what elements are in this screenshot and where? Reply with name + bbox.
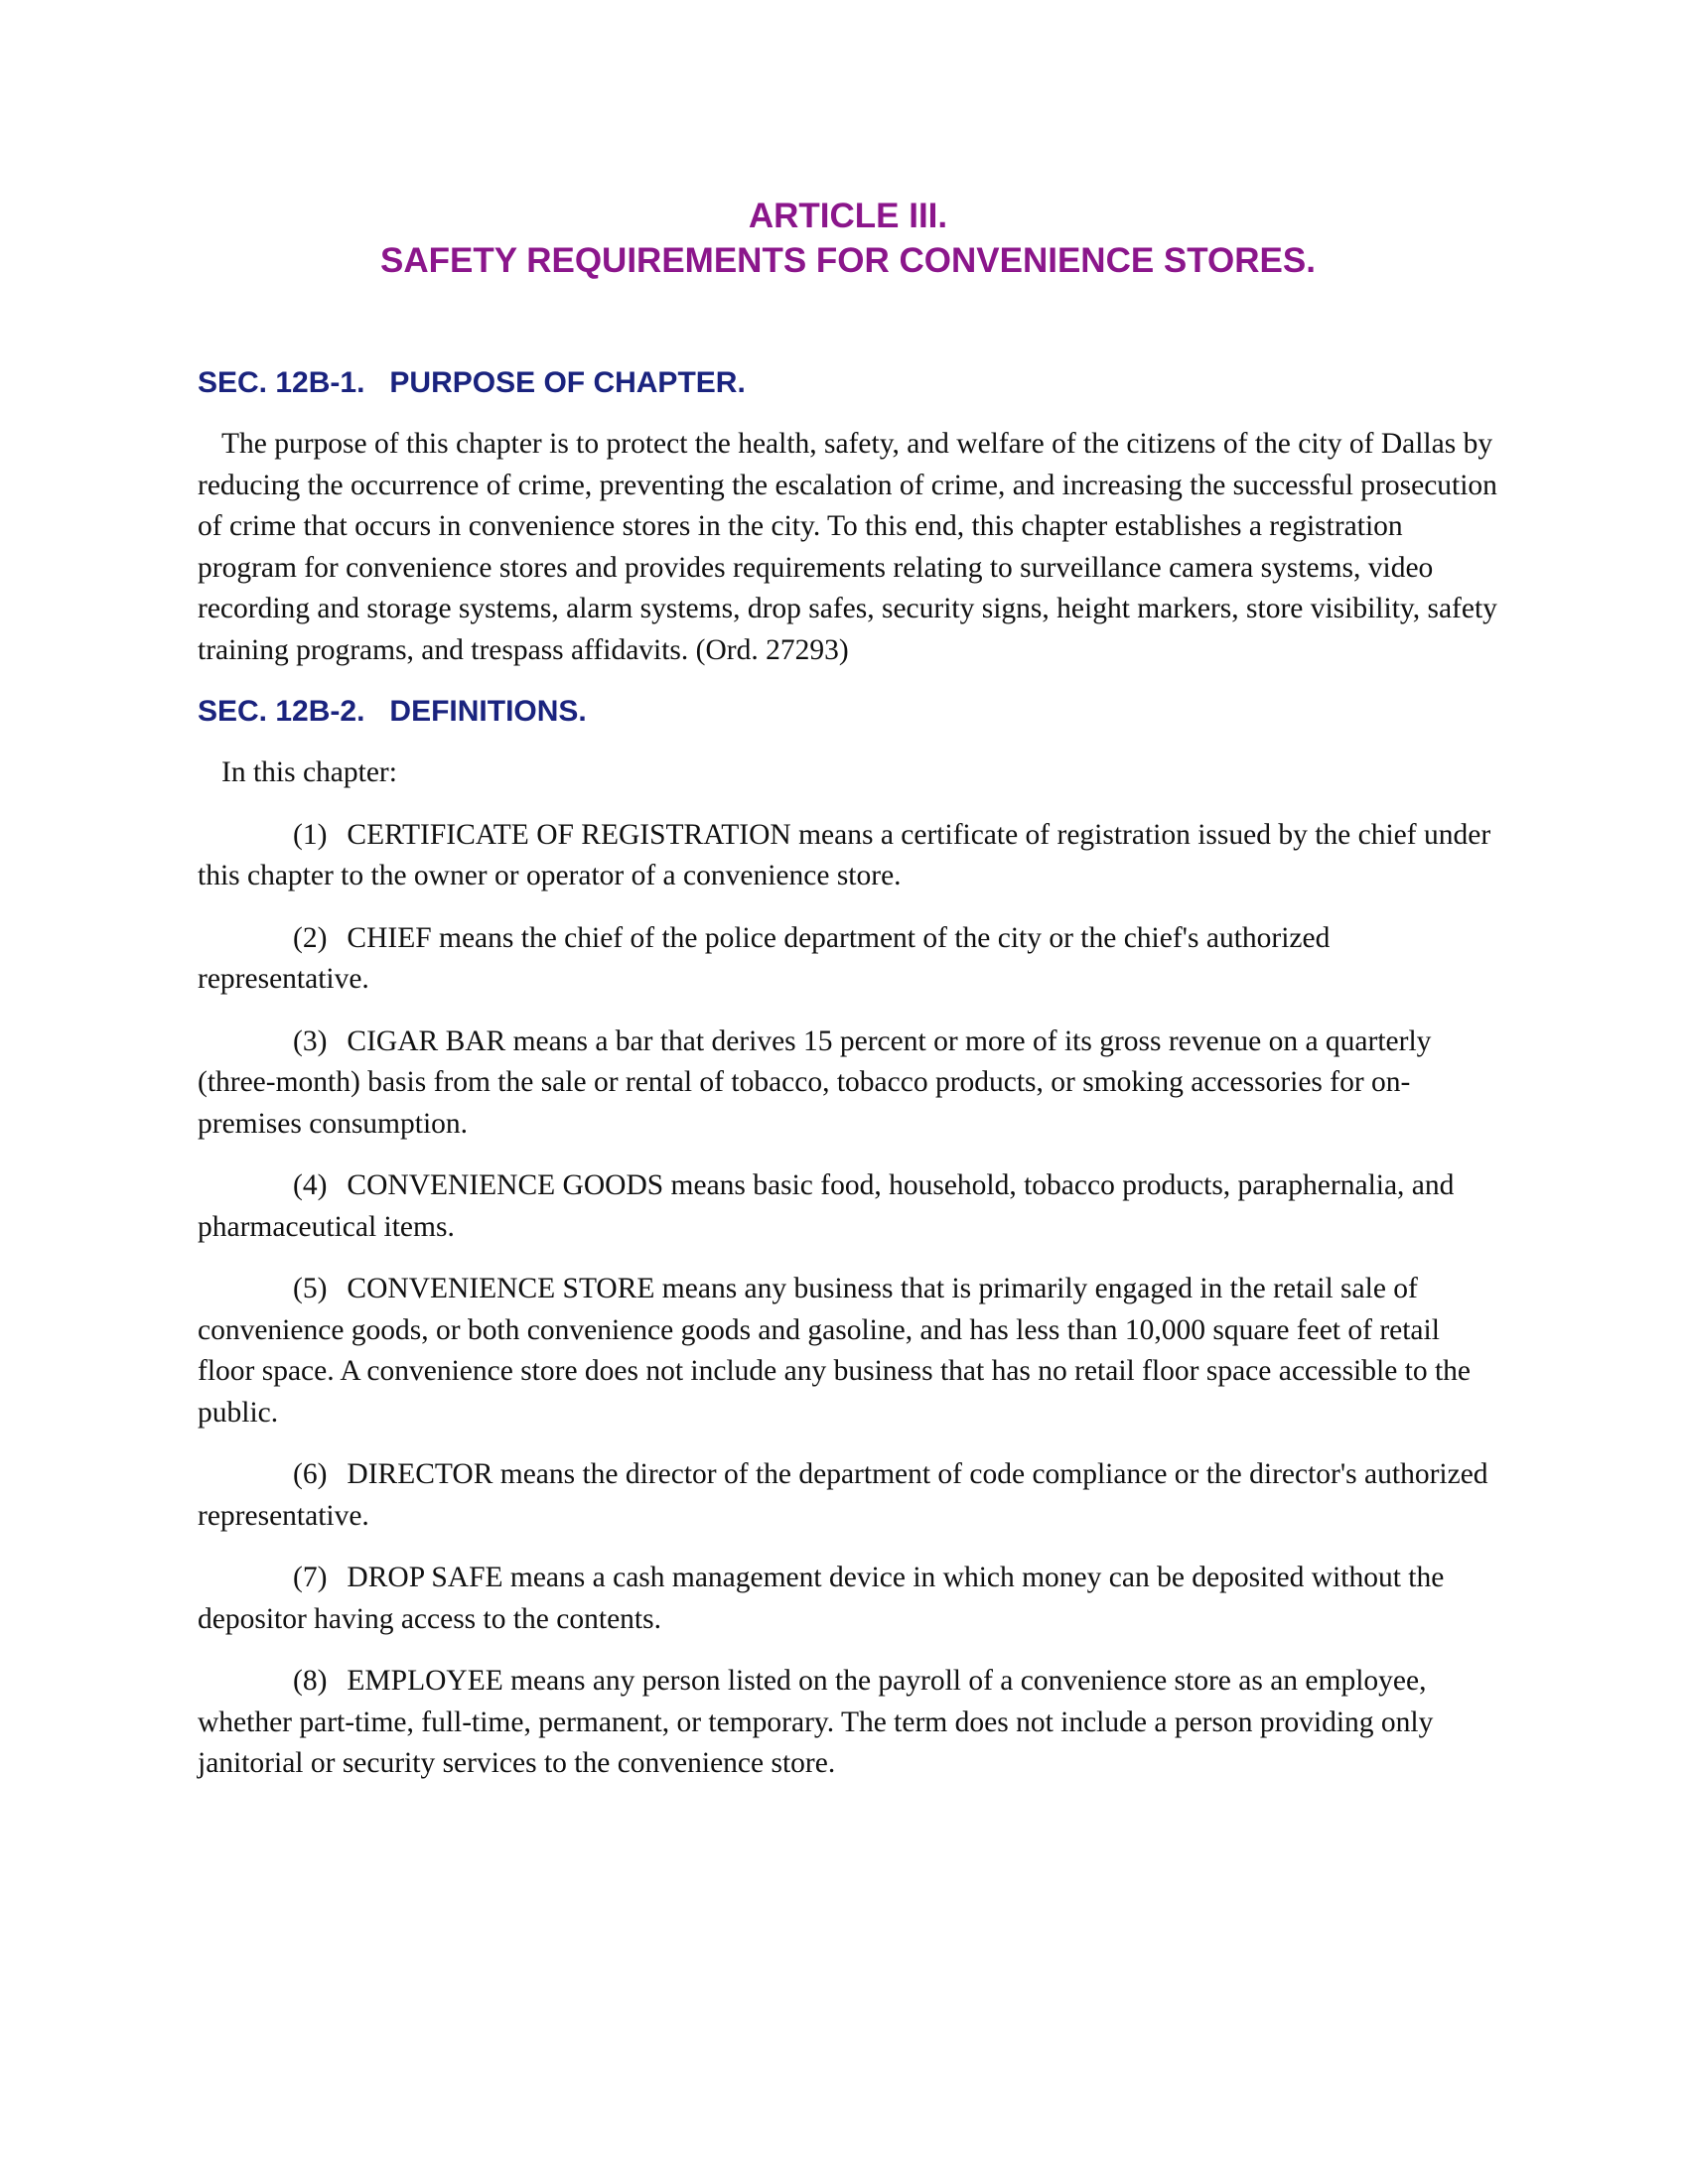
- definition-number: (1): [293, 818, 328, 851]
- definition-text: EMPLOYEE means any person listed on the payroll of a convenience store as an employee, whether part-time, full-time, permanent, or temporary. The term does not include a person providing only janitorial or security services to the convenience store.: [198, 1665, 1434, 1779]
- definition-number: (4): [293, 1169, 328, 1201]
- definitions-list: [198, 815, 1498, 1785]
- definition-number: (6): [293, 1458, 328, 1490]
- definition-text: CONVENIENCE GOODS means basic food, household, tobacco products, paraphernalia, and pharmaceutical items.: [198, 1169, 1455, 1243]
- definitions-intro: In this chapter:: [221, 756, 397, 788]
- definition-item: [198, 1558, 1498, 1640]
- definition-number: (7): [293, 1562, 328, 1593]
- definition-item: [198, 815, 1498, 897]
- document-page: [198, 194, 1498, 1785]
- section-heading-definitions: SEC. 12B-2. DEFINITIONS.: [198, 695, 587, 728]
- definition-item: [198, 1022, 1498, 1146]
- section-heading-purpose: SEC. 12B-1. PURPOSE OF CHAPTER.: [198, 366, 746, 399]
- definition-number: (2): [293, 921, 328, 954]
- definition-text: CERTIFICATE OF REGISTRATION means a certificate of registration issued by the chief under this chapter to the owner or operator of a convenience store.: [198, 818, 1491, 891]
- definition-item: [198, 1661, 1498, 1785]
- article-number: ARTICLE III.: [748, 197, 948, 235]
- definition-item: [198, 1454, 1498, 1537]
- definition-item: [198, 918, 1498, 1001]
- definition-number: (5): [293, 1273, 328, 1304]
- definition-number: (8): [293, 1665, 328, 1697]
- definition-text: CHIEF means the chief of the police department of the city or the chief's authorized representative.: [198, 921, 1331, 995]
- purpose-paragraph: The purpose of this chapter is to protect the health, safety, and welfare of the citizens of the city of Dallas by reducing the occurrence of crime, preventing the escalation of crime, and increasing the successful prosecution of crime that occurs in convenience stores in the city. To this end, this chapter establishes a registration program for convenience stores and provides requirements relating to surveillance camera systems, video recording and storage systems, alarm systems, drop safes, security signs, height markers, store visibility, safety training programs, and trespass affidavits. (Ord. 27293): [198, 428, 1497, 666]
- article-subtitle: SAFETY REQUIREMENTS FOR CONVENIENCE STORES.: [380, 241, 1316, 280]
- definition-text: CIGAR BAR means a bar that derives 15 percent or more of its gross revenue on a quarterly (three-month) basis from the sale or rental of tobacco, tobacco products, or smoking accessories for on-premises consumption.: [198, 1024, 1432, 1140]
- definition-text: DIRECTOR means the director of the department of code compliance or the director's authorized representative.: [198, 1458, 1488, 1532]
- article-title: [198, 194, 1498, 283]
- definition-item: [198, 1165, 1498, 1248]
- definition-number: (3): [293, 1024, 328, 1057]
- definition-item: [198, 1269, 1498, 1433]
- definition-text: CONVENIENCE STORE means any business that is primarily engaged in the retail sale of convenience goods, or both convenience goods and gasoline, and has less than 10,000 square feet of retail floor space. A convenience store does not include any business that has no retail floor space accessible to the public.: [198, 1273, 1472, 1429]
- definition-text: DROP SAFE means a cash management device in which money can be deposited without the depositor having access to the contents.: [198, 1562, 1445, 1635]
